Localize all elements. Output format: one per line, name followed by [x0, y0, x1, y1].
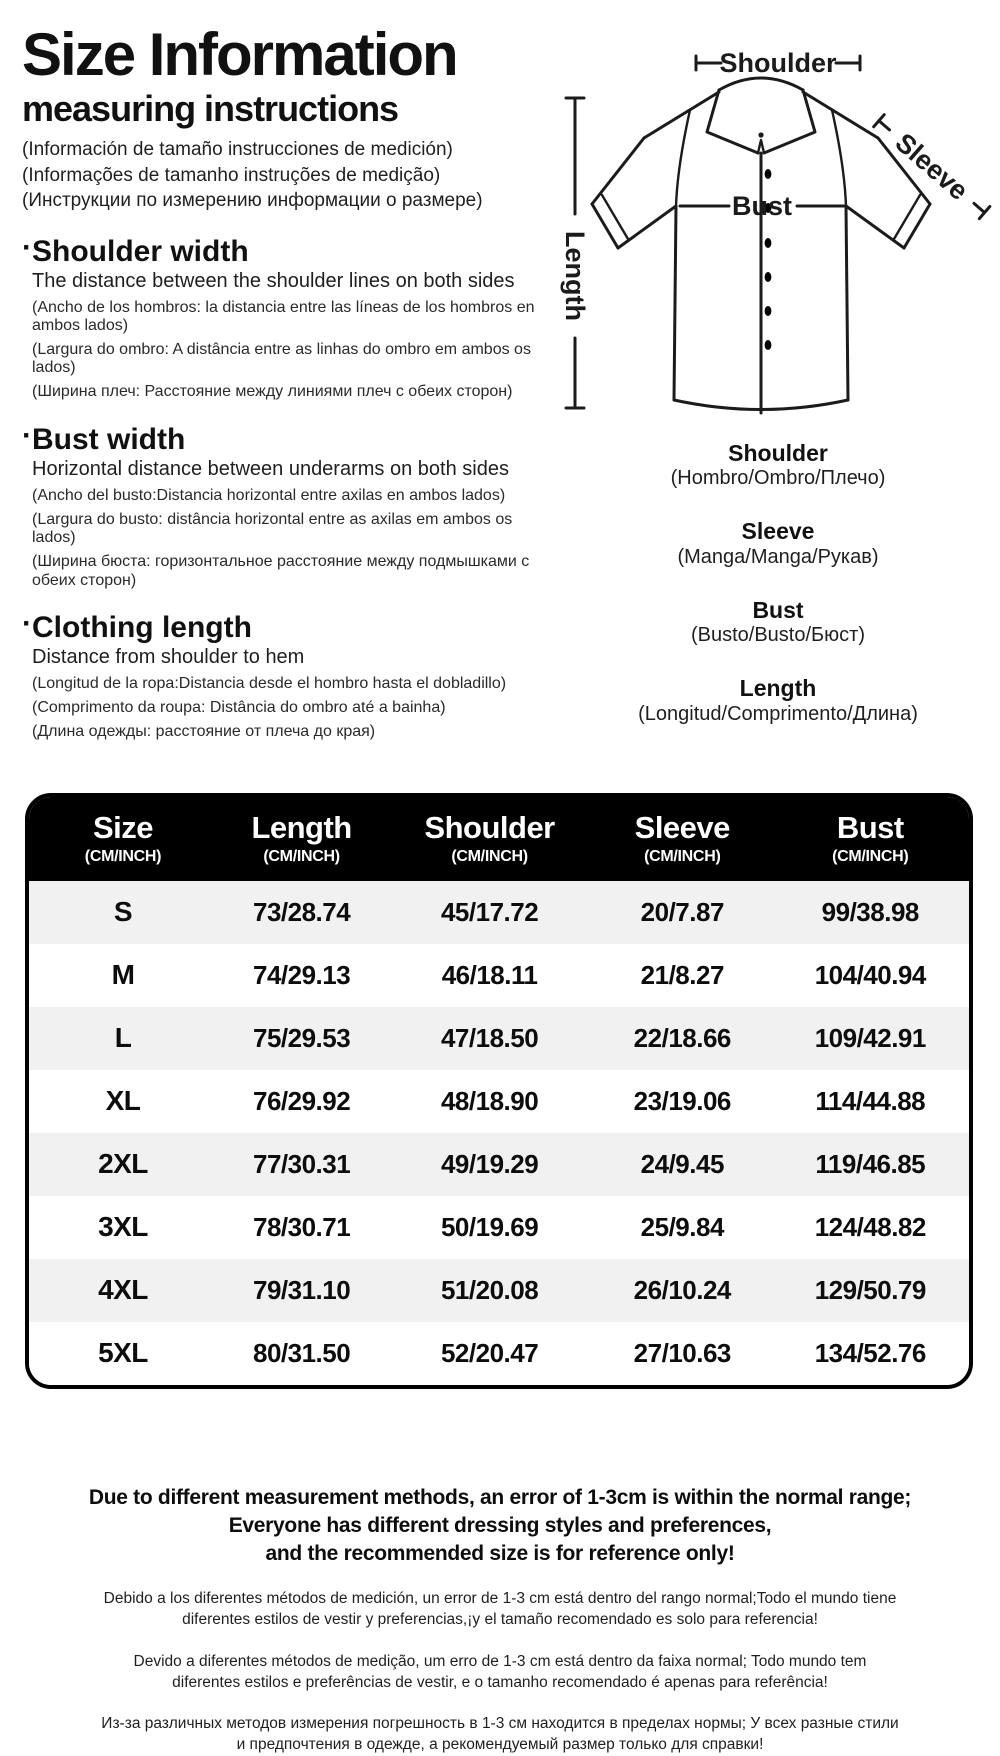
table-header-cell-sleeve [593, 810, 772, 866]
size-table-header [29, 797, 969, 881]
cell-bust: 129/50.79 [814, 1274, 926, 1305]
section-heading [22, 231, 557, 268]
cell-sleeve: 27/10.63 [633, 1337, 731, 1368]
sleeve-measure-right-line [974, 203, 985, 212]
table-row-2xl [29, 1133, 969, 1196]
button [765, 238, 772, 248]
cell-shoulder: 49/19.29 [440, 1148, 539, 1179]
disclaimer-en-line: and the recommended size is for reference only! [265, 1541, 735, 1565]
diagram-length-label: Length [560, 231, 590, 321]
left-underarm [618, 206, 676, 248]
cell-size: 4XL [98, 1274, 148, 1306]
cell-shoulder: 45/17.72 [440, 896, 539, 927]
cell-sleeve: 24/9.45 [640, 1148, 724, 1179]
column-label: Length [251, 810, 352, 845]
section-shoulder-width [22, 231, 557, 402]
cell-bust: 109/42.91 [814, 1022, 926, 1053]
button [765, 169, 772, 179]
section-description: Horizontal distance between underarms on both sides [32, 457, 509, 480]
section-heading [22, 419, 557, 456]
subtitle-translations [22, 137, 557, 213]
legend-term: Sleeve [741, 518, 815, 545]
cell-length: 74/29.13 [252, 959, 351, 990]
section-translations [22, 299, 557, 402]
column-label: Shoulder [424, 810, 555, 845]
column-unit: (CM/INCH) [263, 847, 340, 865]
section-heading-text: Clothing length [32, 610, 252, 644]
cell-length: 77/30.31 [252, 1148, 351, 1179]
subtitle-translation-es: (Información de tamaño instrucciones de medición) [22, 139, 453, 161]
right-cuff-band [894, 195, 920, 239]
disclaimer-es-line: diferentes estilos de vestir y preferencias,¡y el tamaño recomendado es solo para referencia! [182, 1610, 818, 1628]
button [765, 340, 772, 350]
bullet-dot: · [22, 418, 32, 452]
table-header-cell-length [217, 810, 386, 866]
section-translation-ru: (Длина одежды: расстояние от плеча до края) [32, 723, 376, 741]
button [765, 306, 772, 316]
table-row-5xl [29, 1322, 969, 1385]
table-row-xl [29, 1070, 969, 1133]
cell-bust: 104/40.94 [814, 959, 926, 990]
section-description: Distance from shoulder to hem [32, 645, 305, 668]
legend-item-sleeve [556, 518, 1000, 569]
disclaimer [0, 1484, 1000, 1756]
cell-bust: 114/44.88 [815, 1085, 926, 1116]
disclaimer-en-line: Everyone has different dressing styles and preferences, [228, 1513, 772, 1537]
cell-shoulder: 46/18.11 [441, 959, 538, 990]
table-row-m [29, 944, 969, 1007]
section-translation-es: (Ancho de los hombros: la distancia entre las líneas de los hombros en ambos lados) [32, 298, 535, 334]
bullet-dot: · [22, 230, 32, 264]
table-row-l [29, 1007, 969, 1070]
page-title: Size Information [22, 21, 457, 88]
column-unit: (CM/INCH) [832, 847, 909, 865]
disclaimer-ru-line: и предпочтения в одежде, а рекомендуемый размер только для справки! [236, 1736, 764, 1754]
cell-shoulder: 50/19.69 [440, 1211, 539, 1242]
cell-shoulder: 51/20.08 [440, 1274, 539, 1305]
size-table [25, 793, 973, 1389]
cell-size: L [114, 1022, 132, 1054]
diagram-bust-label: Bust [732, 191, 792, 221]
cell-size: 2XL [98, 1148, 148, 1180]
shirt-diagram-panel [556, 36, 1000, 754]
legend-translation: (Hombro/Ombro/Плечо) [670, 467, 886, 490]
disclaimer-es-line: Debido a los diferentes métodos de medición, un error de 1-3 cm está dentro del rango normal;Todo el mundo tiene [103, 1589, 897, 1607]
collar-button [758, 132, 763, 137]
disclaimer-ru-line: Из-за различных методов измерения погрешность в 1-3 см находится в пределах нормы; У всех разные стили [101, 1715, 899, 1733]
disclaimer-english [0, 1484, 1000, 1568]
diagram-shoulder-label: Shoulder [719, 48, 837, 78]
cell-length: 80/31.50 [252, 1337, 351, 1368]
section-translation-es: (Ancho del busto:Distancia horizontal entre axilas en ambos lados) [32, 486, 506, 504]
disclaimer-pt-line: diferentes estilos e preferências de vestir, e o tamanho recomendado é apenas para referência! [172, 1673, 828, 1691]
column-label: Bust [836, 810, 904, 845]
section-description: The distance between the shoulder lines on both sides [32, 269, 515, 292]
section-heading-text: Shoulder width [32, 234, 249, 268]
legend-term: Bust [752, 596, 804, 623]
cell-shoulder: 48/18.90 [440, 1085, 539, 1116]
cell-sleeve: 25/9.84 [640, 1211, 724, 1242]
left-sleeve-outer [592, 138, 644, 204]
section-translation-pt: (Largura do ombro: A distância entre as linhas do ombro em ambos os lados) [32, 341, 531, 377]
cell-length: 79/31.10 [252, 1274, 351, 1305]
legend-item-shoulder [556, 440, 1000, 491]
table-header-cell-bust [772, 810, 969, 866]
column-label: Size [92, 810, 154, 845]
cell-bust: 119/46.85 [815, 1148, 926, 1179]
collar-right-flap [764, 90, 815, 153]
section-clothing-length [22, 607, 557, 742]
cell-sleeve: 26/10.24 [633, 1274, 731, 1305]
legend-translation: (Manga/Manga/Рукав) [677, 545, 879, 568]
section-translation-pt: (Comprimento da roupa: Distância do ombro até a bainha) [32, 699, 446, 717]
table-header-cell-size [29, 810, 217, 866]
table-row-s [29, 881, 969, 944]
section-translation-pt: (Largura do busto: distância horizontal entre as axilas em ambos os lados) [32, 510, 513, 547]
section-translations [22, 487, 557, 590]
section-translations [22, 675, 557, 742]
cell-bust: 99/38.98 [821, 896, 919, 927]
right-armhole-seam [832, 110, 846, 206]
legend-term: Shoulder [728, 440, 828, 466]
legend-translation: (Busto/Busto/Бюст) [690, 624, 865, 647]
cell-shoulder: 47/18.50 [440, 1022, 539, 1053]
column-unit: (CM/INCH) [644, 847, 721, 865]
cell-bust: 124/48.82 [814, 1211, 926, 1242]
section-bust-width [22, 419, 557, 590]
bullet-dot: · [22, 606, 32, 640]
left-armhole-seam [676, 110, 690, 206]
legend-item-bust [556, 597, 1000, 648]
cell-sleeve: 20/7.87 [640, 896, 724, 927]
cell-length: 75/29.53 [252, 1022, 351, 1053]
section-translation-ru: (Ширина бюста: горизонтальное расстояние между подмышками с обеих сторон) [32, 553, 530, 589]
right-underarm [846, 206, 904, 248]
body-right-side [846, 206, 848, 400]
section-translation-es: (Longitud de la ropa:Distancia desde el hombro hasta el dobladillo) [32, 674, 507, 692]
column-unit: (CM/INCH) [451, 847, 528, 865]
collar-notch [758, 140, 764, 153]
legend-item-length [556, 675, 1000, 726]
disclaimer-portuguese [0, 1652, 1000, 1694]
cell-length: 73/28.74 [252, 896, 351, 927]
cell-length: 76/29.92 [252, 1085, 351, 1116]
disclaimer-spanish [0, 1589, 1000, 1631]
cell-size: S [113, 896, 133, 928]
table-row-4xl [29, 1259, 969, 1322]
diagram-legend [556, 440, 1000, 727]
shirt-diagram [556, 36, 1000, 430]
diagram-sleeve-label: Sleeve [889, 127, 974, 207]
left-cuff-edge [592, 204, 618, 248]
subtitle-translation-ru: (Инструкции по измерению информации о размере) [22, 190, 483, 212]
cell-sleeve: 21/8.27 [640, 959, 724, 990]
disclaimer-russian [0, 1714, 1000, 1756]
left-cuff-band [602, 195, 628, 239]
cell-bust: 134/52.76 [814, 1337, 926, 1368]
measuring-instructions-panel [22, 21, 557, 742]
cell-size: XL [105, 1085, 141, 1117]
button [765, 272, 772, 282]
disclaimer-pt-line: Devido a diferentes métodos de medição, um erro de 1-3 cm está dentro da faixa normal; Todo mundo tem [133, 1652, 867, 1670]
cell-size: M [111, 959, 135, 991]
body-left-side [674, 206, 676, 400]
cell-size: 5XL [98, 1337, 148, 1369]
table-header-cell-shoulder [386, 810, 593, 866]
collar-left-flap [707, 90, 758, 153]
column-label: Sleeve [634, 810, 730, 845]
collar-top [719, 78, 803, 90]
cell-length: 78/30.71 [252, 1211, 351, 1242]
cell-sleeve: 23/19.06 [633, 1085, 731, 1116]
legend-term: Length [739, 675, 817, 702]
column-unit: (CM/INCH) [84, 847, 162, 865]
legend-translation: (Longitud/Comprimento/Длина) [638, 702, 918, 725]
sleeve-measure-left-line [879, 121, 890, 130]
section-translation-ru: (Ширина плеч: Расстояние между линиями плеч с обеих сторон) [32, 383, 513, 401]
section-heading [22, 607, 557, 644]
section-heading-text: Bust width [32, 422, 186, 456]
subtitle-translation-pt: (Informações de tamanho instruções de medição) [22, 164, 441, 186]
size-table-body [29, 881, 969, 1385]
disclaimer-en-line: Due to different measurement methods, an error of 1-3cm is within the normal range; [88, 1486, 912, 1509]
table-row-3xl [29, 1196, 969, 1259]
cell-size: 3XL [98, 1211, 148, 1243]
sleeve-measure-group [869, 109, 994, 223]
cell-shoulder: 52/20.47 [440, 1337, 539, 1368]
cell-sleeve: 22/18.66 [633, 1022, 731, 1053]
page-subtitle: measuring instructions [22, 88, 399, 130]
right-cuff-edge [904, 204, 930, 248]
